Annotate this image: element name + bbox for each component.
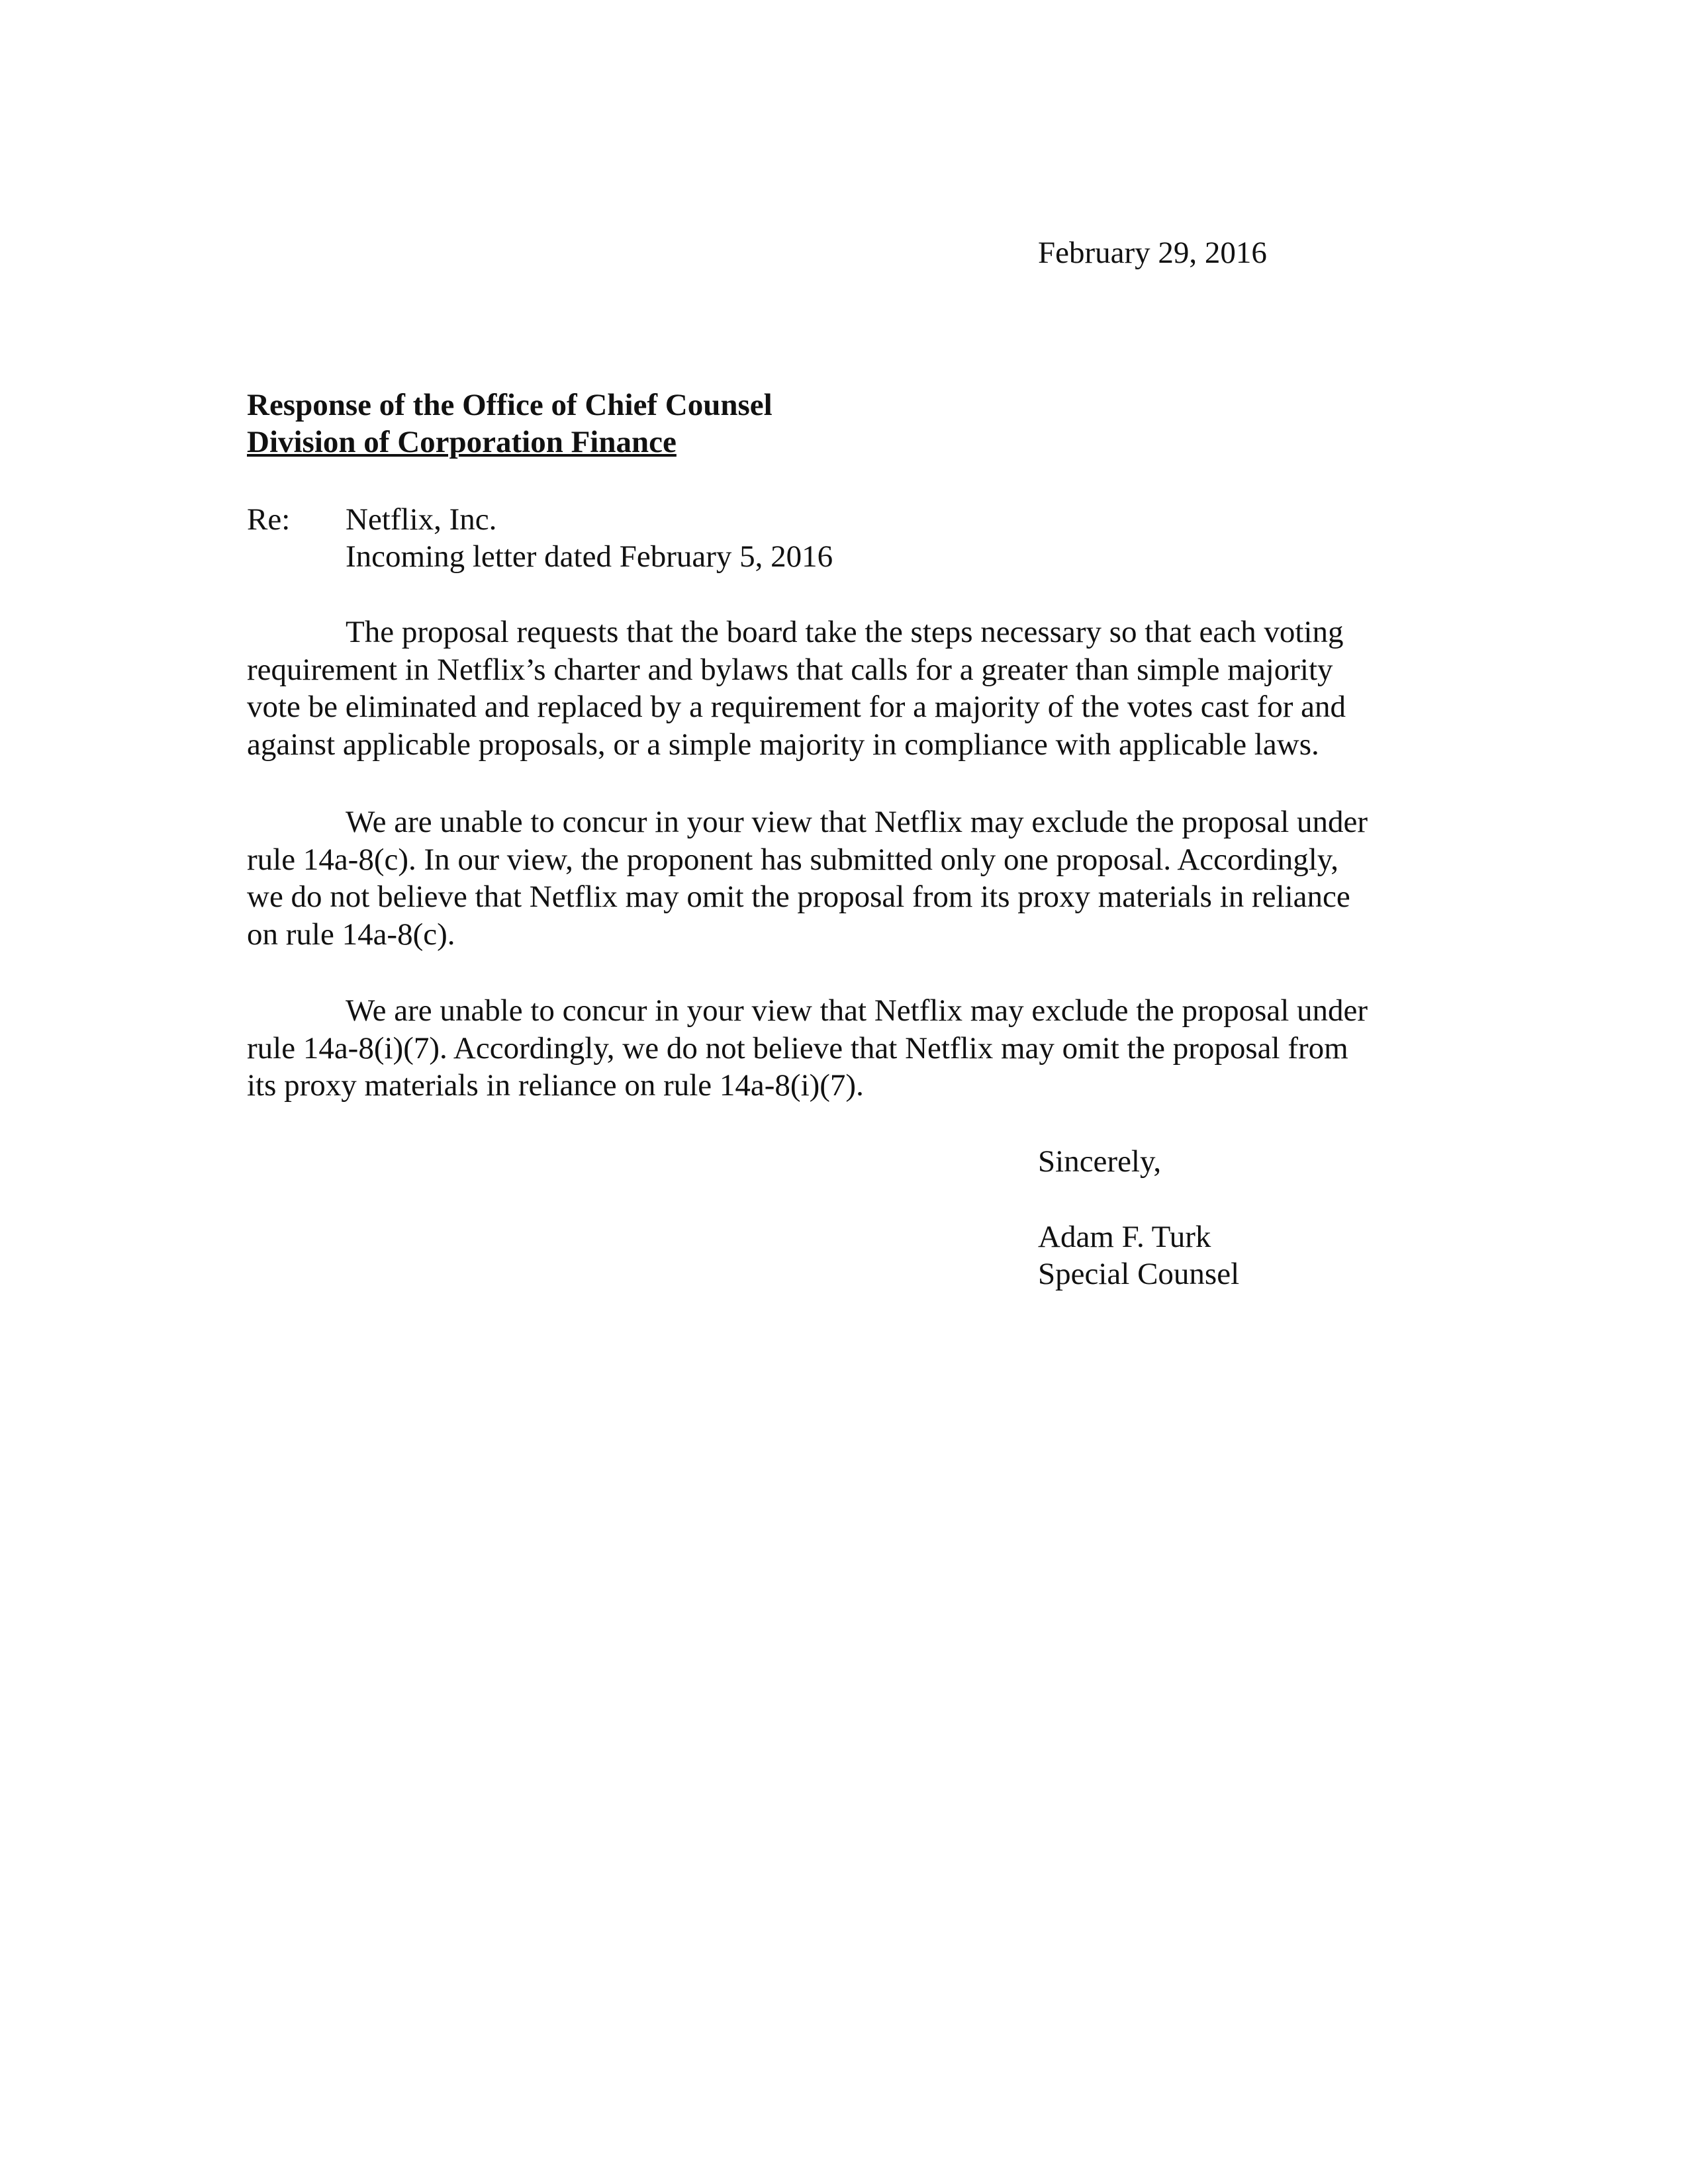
paragraph-line: We are unable to concur in your view that Netflix may exclude the proposal under: [346, 993, 1368, 1028]
paragraph-line: We are unable to concur in your view that Netflix may exclude the proposal under: [346, 805, 1368, 839]
closing: Sincerely,: [1038, 1144, 1162, 1179]
paragraph-line: rule 14a-8(c). In our view, the proponent has submitted only one proposal. Accordingly,: [247, 842, 1338, 877]
paragraph-line: requirement in Netflix’s charter and bylaws that calls for a greater than simple majority: [247, 652, 1333, 687]
paragraph-rule-14a-8c: [247, 803, 1368, 953]
heading-office: Response of the Office of Chief Counsel: [247, 388, 773, 422]
letter-date: February 29, 2016: [1038, 236, 1267, 270]
re-label: Re:: [247, 502, 291, 537]
re-incoming-letter: Incoming letter dated February 5, 2016: [346, 539, 833, 574]
paragraph-line: vote be eliminated and replaced by a requirement for a majority of the votes cast for and: [247, 690, 1346, 724]
paragraph-line: The proposal requests that the board take the steps necessary so that each voting: [346, 615, 1344, 649]
paragraph-rule-14a-8i7: [247, 992, 1368, 1105]
paragraph-line: against applicable proposals, or a simple majority in compliance with applicable laws.: [247, 727, 1319, 762]
letter-heading: [247, 387, 773, 461]
signatory-title: Special Counsel: [1038, 1257, 1240, 1291]
paragraph-line: its proxy materials in reliance on rule 14a-8(i)(7).: [247, 1068, 864, 1103]
signatory-name: Adam F. Turk: [1038, 1220, 1211, 1254]
paragraph-line: we do not believe that Netflix may omit the proposal from its proxy materials in reliance: [247, 880, 1350, 914]
heading-division: Division of Corporation Finance: [247, 425, 677, 459]
re-company: Netflix, Inc.: [346, 502, 497, 537]
paragraph-line: rule 14a-8(i)(7). Accordingly, we do not believe that Netflix may omit the proposal from: [247, 1030, 1348, 1066]
paragraph-line: on rule 14a-8(c).: [247, 917, 455, 952]
paragraph-proposal: [247, 614, 1346, 763]
